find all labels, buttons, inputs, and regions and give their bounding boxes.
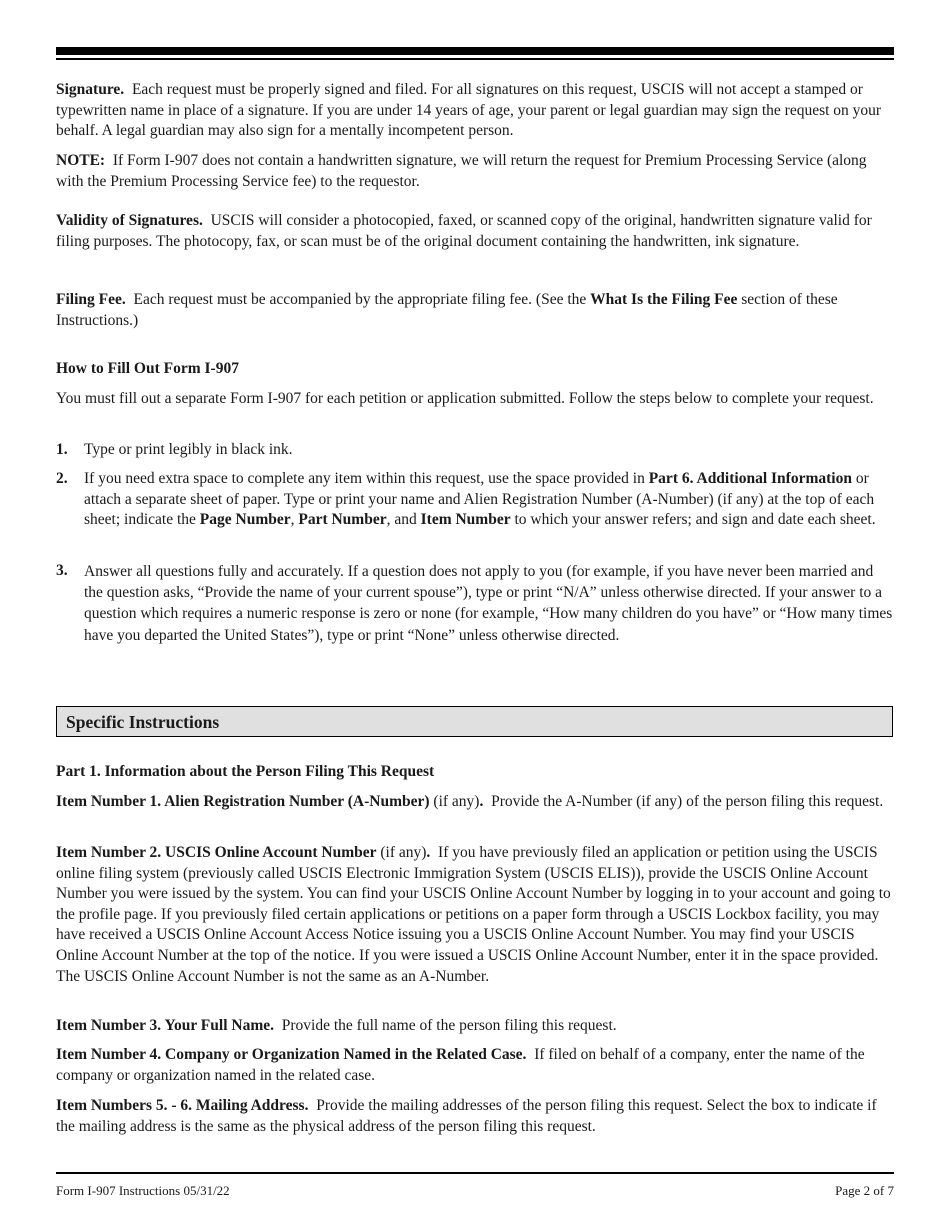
list-item [56,440,896,461]
part6-ref: Part 6. Additional Information [648,470,852,487]
footer-rule [56,1172,894,1174]
item4-heading: Item Number 4. Company or Organization Named in the Related Case. [56,1046,527,1063]
validity-body: USCIS will consider a photocopied, faxed, or scanned copy of the original, handwritten signature valid for filing purposes. The photocopy, fax, or scan must be of the original document containing the handwritten, ink signature. [56,212,872,250]
item3-body: Provide the full name of the person filing this request. [281,1017,617,1034]
filing-fee-section-ref: What Is the Filing Fee [590,291,738,308]
page-number-ref: Page Number [199,511,291,529]
validity-paragraph [56,211,896,252]
note-paragraph [56,151,896,192]
item-number-ref: Item Number [420,511,511,529]
list-number: 3. [56,562,68,579]
header-rule-thick [56,47,894,55]
note-heading: NOTE: [56,152,106,169]
list-text: Answer all questions fully and accurately. If a question does not apply to you (for example, if you have never been married and the question asks, “Provide the name of your current spouse”), type or print “N/A” unless otherwise directed. If your answer to a question which requires a numeric response is zero or none (for example, “How many children do you have” or “How many times have you departed the United States”), type or print “None” unless otherwise directed. [84,563,893,644]
item3-heading: Item Number 3. Your Full Name. [56,1017,274,1034]
filing-fee-heading: Filing Fee. [56,291,126,308]
how-to-intro: You must fill out a separate Form I-907 for each petition or application submitted. Follow the steps below to complete your request. [56,390,874,407]
list-number: 1. [56,441,68,458]
item5-heading: Item Numbers 5. - 6. Mailing Address. [56,1097,309,1114]
filing-fee-body-end: section of these Instructions.) [56,291,838,329]
item1-heading: Item Number 1. Alien Registration Number (A-Number) [56,793,430,810]
filing-fee-paragraph [56,290,896,331]
footer-page-number: Page 2 of 7 [835,1183,894,1198]
header-rule-thin [56,58,894,60]
part-number-ref: Part Number [298,511,387,529]
list-text: Type or print legibly in black ink. [84,441,293,458]
item4-paragraph [56,1045,896,1086]
part1-heading: Part 1. Information about the Person Filing This Request [56,763,435,780]
item2-body: If you have previously filed an application or petition using the USCIS online filing system (previously called USCIS Electronic Immigration System (USCIS ELIS)), provide the USCIS Online Account Number you were issued by the system. You can find your USCIS Online Account Number by logging in to your account and going to the profile page. If you previously filed certain applications or petitions on a paper form through a USCIS Lockbox facility, you may have received a USCIS Online Account Access Notice issuing you a USCIS Online Account Number. You may find your USCIS Online Account Number at the top of the notice. If you were issued a USCIS Online Account Number, enter it in the space provided. The USCIS Online Account Number is not the same as an A-Number. [56,844,891,985]
item1-body: Provide the A-Number (if any) of the person filing this request. [491,793,884,810]
specific-instructions-title: Specific Instructions [66,712,220,732]
item5-body: Provide the mailing addresses of the person filing this request. Select the box to indicate if the mailing address is the same as the physical address of the person filing this request. [56,1097,877,1135]
list-item [56,469,896,531]
note-body: If Form I-907 does not contain a handwritten signature, we will return the request for Premium Processing Service (along with the Premium Processing Service fee) to the requestor. [56,152,867,190]
validity-heading: Validity of Signatures. [56,212,203,229]
filing-fee-body-start: Each request must be accompanied by the appropriate filing fee. (See the [133,291,587,308]
signature-body: Each request must be properly signed and filed. For all signatures on this request, USCIS will not accept a stamped or typewritten name in place of a signature. If you are under 14 years of age, your parent or legal guardian may sign the request on your behalf. A legal guardian may also sign for a mentally incompetent person. [56,81,882,140]
list-item [56,561,896,646]
how-to-heading: How to Fill Out Form I-907 [56,360,239,377]
list-number: 2. [56,470,68,487]
signature-paragraph [56,80,896,142]
list-text: If you need extra space to complete any item within this request, use the space provided in Part 6. Additional Information or attach a separate sheet of paper. Type or print your name and Alien Registration Number (A-Number) (if any) at the top of each sheet; indicate the Page Number, Part Number, and Item Number to which your answer refers; and sign and date each sheet. [84,470,876,529]
item5-paragraph [56,1096,896,1137]
item1-paragraph: Item Number 1. Alien Registration Number (A-Number) (if any). Provide the A-Number (if any) of the person filing this request. [56,793,884,810]
item3-paragraph [56,1016,896,1037]
signature-heading: Signature. [56,81,125,98]
footer-form-id: Form I-907 Instructions 05/31/22 [56,1183,230,1198]
item2-heading: Item Number 2. USCIS Online Account Number [56,844,377,861]
item4-body: If filed on behalf of a company, enter the name of the company or organization named in the related case. [56,1046,865,1084]
item2-paragraph: Item Number 2. USCIS Online Account Number (if any). If you have previously filed an application or petition using the USCIS online filing system (previously called USCIS Electronic Immigration System (USCIS ELIS)), provide the USCIS Online Account Number you were issued by the system. You can find your USCIS Online Account Number by logging in to your account and going to the profile page. If you previously filed certain applications or petitions on a paper form through a USCIS Lockbox facility, you may have received a USCIS Online Account Access Notice issuing you a USCIS Online Account Number. You may find your USCIS Online Account Number at the top of the notice. If you were issued a USCIS Online Account Number, enter it in the space provided. The USCIS Online Account Number is not the same as an A-Number. [56,844,891,985]
specific-instructions-banner [56,706,893,737]
